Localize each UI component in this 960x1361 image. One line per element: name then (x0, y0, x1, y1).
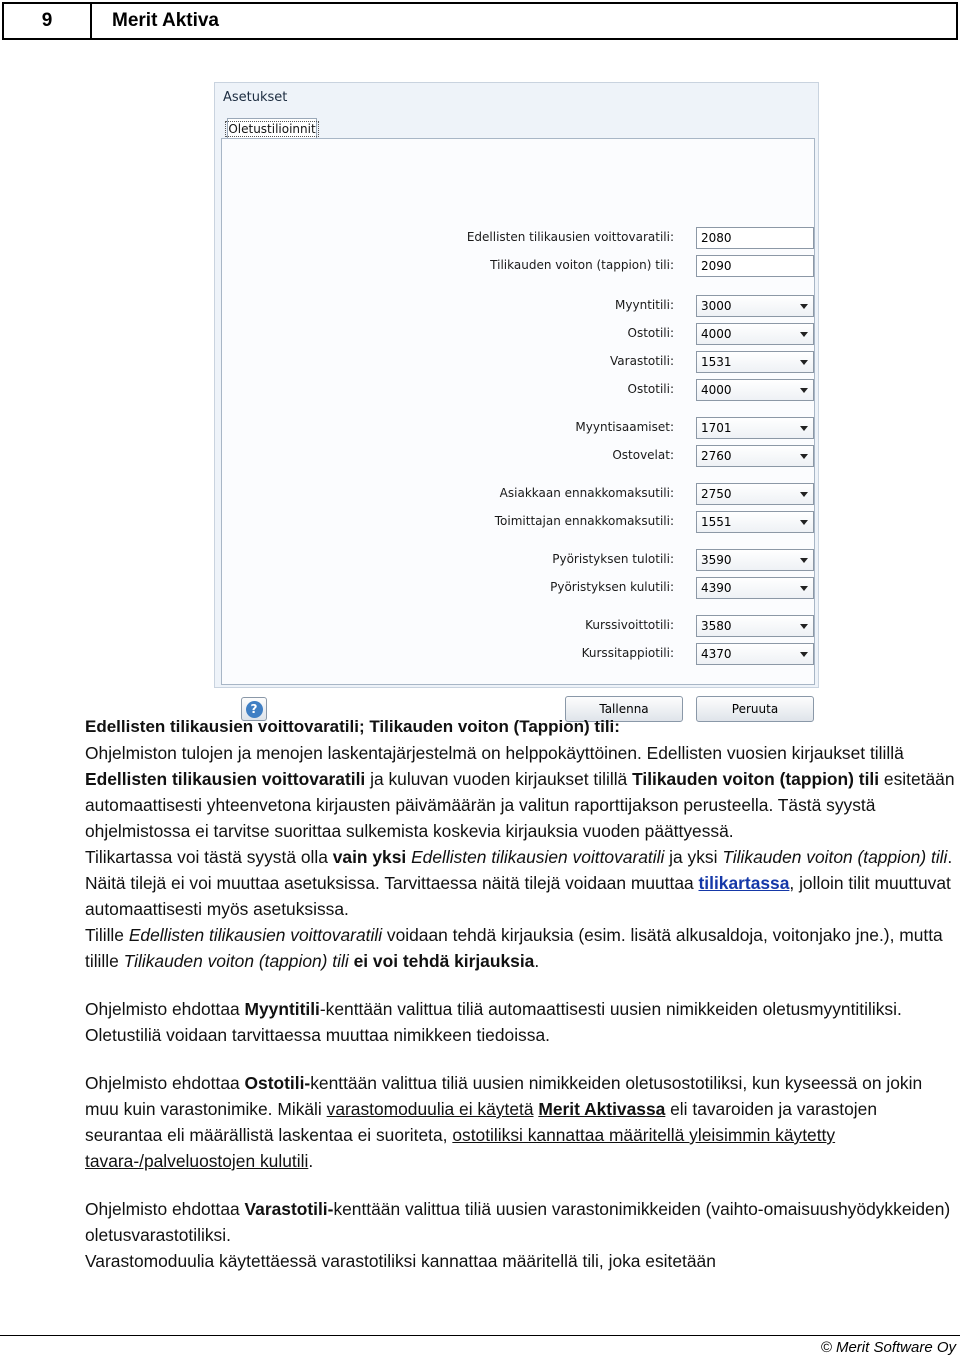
field-value: 3590 (701, 553, 732, 567)
account-select[interactable] (696, 549, 814, 571)
paragraph-6: Ohjelmisto ehdottaa Varastotili-kenttään valittua tiliä uusien varastonimikkeiden (vaihto-omaisuushyödykkeiden) oletusvarastotiliksi. (85, 1199, 951, 1245)
account-select[interactable] (696, 577, 814, 599)
field-label: Pyöristyksen kulutili: (550, 580, 674, 594)
field-value: 4000 (701, 327, 732, 341)
account-select[interactable] (696, 615, 814, 637)
chevron-down-icon[interactable] (800, 624, 808, 629)
chevron-down-icon[interactable] (800, 360, 808, 365)
chevron-down-icon[interactable] (800, 558, 808, 563)
field-label: Asiakkaan ennakkomaksutili: (499, 486, 674, 500)
help-icon: ? (246, 701, 263, 718)
section-heading: Edellisten tilikausien voittovaratili; Tilikauden voiton (Tappion) tili: (85, 717, 620, 736)
paragraph-1: Ohjelmiston tulojen ja menojen laskentajärjestelmä on helppokäyttöinen. Edellisten vuosien kirjaukset tilillä Edellisten tilikausien voittovaratili ja kuluvan vuoden kirjaukset tilillä Tilikauden voiton (tappion) tili esitetään automaattisesti yhteenvetona kirjausten päivämäärän ja valitun raporttijakson perusteella. Tästä syystä ohjelmistossa ei tarvitse suorittaa sulkemista koskevia kirjauksia vuoden päättyessä. (85, 743, 955, 841)
paragraph-4: Ohjelmisto ehdottaa Myyntitili-kenttään valittua tiliä automaattisesti uusien nimikkeiden oletusmyyntitiliksi. Oletustiliä voidaan tarvittaessa muuttaa nimikkeen tiedoissa. (85, 999, 902, 1045)
chevron-down-icon[interactable] (800, 426, 808, 431)
field-value: 1531 (701, 355, 732, 369)
paragraph-3: Tilille Edellisten tilikausien voittovaratili voidaan tehdä kirjauksia (esim. lisätä alkusaldoja, voitonjako jne.), mutta tilille Tilikauden voiton (tappion) tili ei voi tehdä kirjauksia. (85, 925, 943, 971)
field-label: Myyntisaamiset: (575, 420, 674, 434)
field-value: 1551 (701, 515, 732, 529)
field-label: Varastotili: (610, 354, 674, 368)
paragraph-5: Ohjelmisto ehdottaa Ostotili-kenttään valittua tiliä uusien nimikkeiden oletusostotiliksi, kun kyseessä on jokin muu kuin varastonimike. Mikäli varastomoduulia ei käytetä Merit Aktivassa eli tavaroiden ja varastojen seurantaa eli määrällistä laskentaa ei suoriteta, ostotiliksi kannattaa määritellä yleisimmin käytetty tavara-/palveluostojen kulutili. (85, 1073, 923, 1171)
account-input[interactable] (696, 255, 814, 277)
paragraph-2: Tilikartassa voi tästä syystä olla vain yksi Edellisten tilikausien voittovaratili ja yksi Tilikauden voiton (tappion) tili. Näitä tilejä ei voi muuttaa asetuksissa. Tarvittaessa näitä tilejä voidaan muuttaa tilikartassa, jolloin tilit muuttuvat automaattisesti myös asetuksissa. (85, 847, 953, 919)
footer-copyright: © Merit Software Oy (820, 1339, 956, 1356)
account-select[interactable] (696, 511, 814, 533)
document-body (85, 714, 955, 1274)
field-label: Ostotili: (627, 382, 674, 396)
field-value: 4000 (701, 383, 732, 397)
field-value: 3580 (701, 619, 732, 633)
paragraph-7: Varastomoduulia käytettäessä varastotiliksi kannattaa määritellä tili, joka esitetään (85, 1251, 716, 1271)
save-button[interactable]: Tallenna (565, 696, 683, 722)
chevron-down-icon[interactable] (800, 454, 808, 459)
field-label: Tilikauden voiton (tappion) tili: (490, 258, 674, 272)
field-value: 1701 (701, 421, 732, 435)
account-select[interactable] (696, 417, 814, 439)
page-number: 9 (2, 2, 92, 40)
page-header-title: Merit Aktiva (92, 2, 958, 40)
field-label: Toimittajan ennakkomaksutili: (494, 514, 674, 528)
field-value: 2090 (701, 259, 732, 273)
account-select[interactable] (696, 323, 814, 345)
account-input[interactable] (696, 227, 814, 249)
chevron-down-icon[interactable] (800, 586, 808, 591)
field-value: 2750 (701, 487, 732, 501)
field-label: Ostotili: (627, 326, 674, 340)
account-select[interactable] (696, 351, 814, 373)
chevron-down-icon[interactable] (800, 520, 808, 525)
account-select[interactable] (696, 643, 814, 665)
chevron-down-icon[interactable] (800, 652, 808, 657)
account-select[interactable] (696, 379, 814, 401)
field-label: Edellisten tilikausien voittovaratili: (466, 230, 674, 244)
field-label: Pyöristyksen tulotili: (552, 552, 674, 566)
account-select[interactable] (696, 295, 814, 317)
field-label: Kurssivoittotili: (585, 618, 674, 632)
field-label: Kurssitappiotili: (581, 646, 674, 660)
settings-panel (221, 138, 815, 716)
chevron-down-icon[interactable] (800, 332, 808, 337)
footer-divider (0, 1335, 960, 1336)
dialog-title: Asetukset (223, 90, 288, 105)
chevron-down-icon[interactable] (800, 304, 808, 309)
cancel-button[interactable]: Peruuta (696, 696, 814, 722)
account-select[interactable] (696, 445, 814, 467)
field-value: 2760 (701, 449, 732, 463)
field-value: 4370 (701, 647, 732, 661)
settings-dialog (214, 82, 819, 716)
field-label: Myyntitili: (615, 298, 674, 312)
tab-label: Oletustilioinnit (225, 121, 318, 137)
tab-default-postings[interactable] (227, 118, 317, 139)
field-value: 3000 (701, 299, 732, 313)
account-select[interactable] (696, 483, 814, 505)
field-value: 4390 (701, 581, 732, 595)
field-value: 2080 (701, 231, 732, 245)
chevron-down-icon[interactable] (800, 388, 808, 393)
field-label: Ostovelat: (612, 448, 674, 462)
chart-of-accounts-link[interactable]: tilikartassa (698, 873, 790, 893)
chevron-down-icon[interactable] (800, 492, 808, 497)
